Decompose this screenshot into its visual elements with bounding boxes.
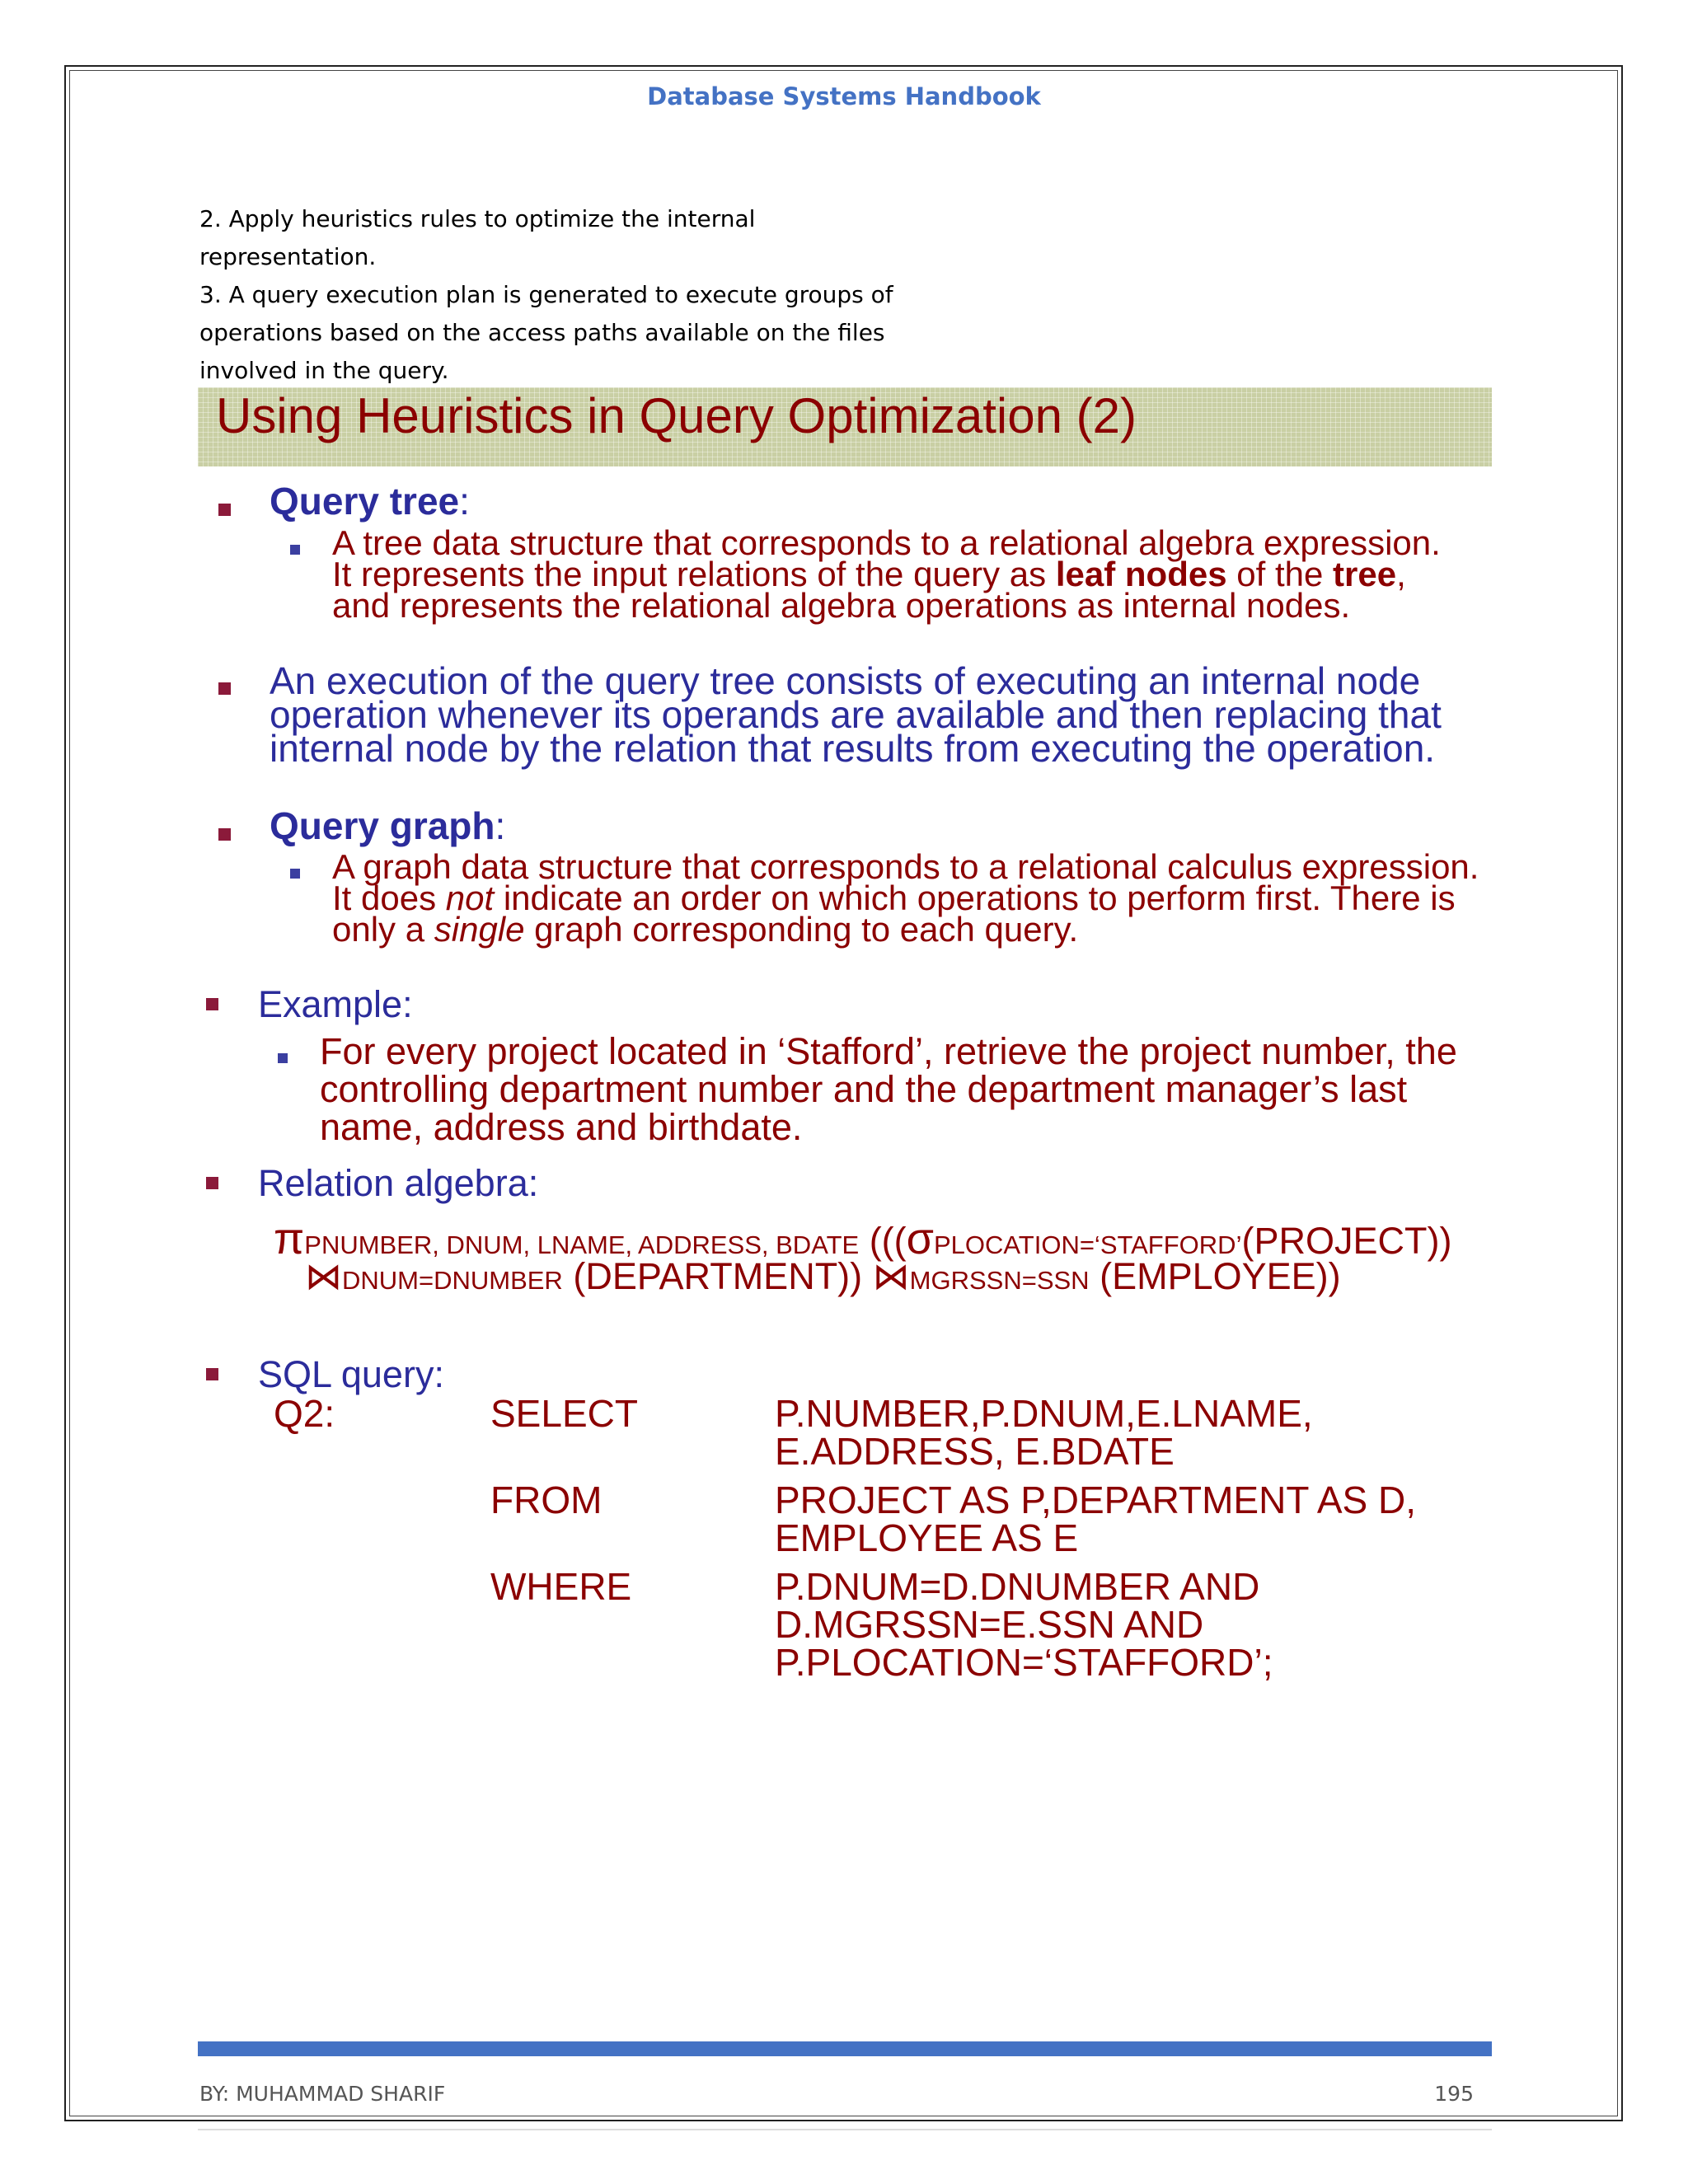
slide-title-bar [198,387,1492,466]
department-relation: (DEPARTMENT)) [562,1255,873,1297]
qt-desc-c: of the [1226,555,1333,593]
sql-select-line-2: E.ADDRESS, E.BDATE [775,1430,1175,1473]
project-relation: (PROJECT)) [1241,1220,1452,1262]
bullet-square-icon [218,504,231,516]
qg-desc-not: not [445,879,495,917]
sub-bullet-square-icon [278,1053,288,1063]
bullet-query-tree [270,480,1465,523]
example-label: Example: [258,983,413,1025]
query-tree-description [332,523,1453,625]
page-number: 195 [1434,2082,1474,2106]
intro-line: involved in the query. [199,357,449,384]
sql-q2: Q2: [274,1392,335,1435]
pi-symbol: π [274,1214,305,1263]
sql-where-line-3: P.PLOCATION=‘STAFFORD’; [775,1641,1273,1684]
intro-line: operations based on the access paths available on the files [199,319,885,346]
bullet-square-icon [218,682,231,695]
qg-desc-a: A graph data structure that corresponds to a relational calculus expression. It does [332,847,1479,917]
join1-condition: DNUM=DNUMBER [342,1266,563,1295]
sql-where-keyword: WHERE [490,1565,632,1608]
query-tree-colon: : [459,480,470,523]
footer-author: BY: MUHAMMAD SHARIF [199,2082,446,2106]
selection-condition: PLOCATION=‘STAFFORD’ [933,1230,1242,1259]
query-graph-colon: : [495,804,506,847]
sql-select-line-1: P.NUMBER,P.DNUM,E.LNAME, [775,1392,1313,1435]
qt-desc-tree: tree [1333,555,1397,593]
query-tree-term: Query tree [270,480,460,523]
algebra-line-2 [305,1254,1341,1298]
relation-algebra-label: Relation algebra: [258,1162,539,1204]
sub-bullet-square-icon [290,869,300,879]
employee-relation: (EMPLOYEE)) [1089,1255,1341,1297]
slide-title: Using Heuristics in Query Optimization (2) [216,388,1137,443]
bullet-square-icon [206,1177,218,1189]
sql-label: SQL query: [258,1353,444,1395]
page-header: Database Systems Handbook [647,82,1041,110]
intro-text [199,200,941,390]
open-parens: ((( [859,1220,907,1262]
bottom-divider [198,2129,1492,2130]
bullet-square-icon [218,828,231,841]
qt-desc-leaf-nodes: leaf nodes [1055,555,1227,593]
bullet-execution: An execution of the query tree consists of executing an internal node operation whenever its operands are available and then replacing that internal node by the relation that results from executing the operation. [270,659,1442,770]
sql-where-line-1: P.DNUM=D.DNUMBER AND [775,1565,1260,1608]
join2-condition: MGRSSN=SSN [909,1266,1090,1295]
query-graph-term: Query graph [270,804,495,847]
sql-select-keyword: SELECT [490,1392,638,1435]
intro-line: 3. A query execution plan is generated to execute groups of [199,281,893,308]
intro-line: 2. Apply heuristics rules to optimize the internal [199,205,756,232]
qt-desc-e: , and represents the relational algebra operations as internal nodes. [332,555,1406,625]
intro-line: representation. [199,243,377,270]
bullet-square-icon [206,1368,218,1380]
bullet-square-icon [206,998,218,1010]
qt-desc-a: A tree data structure that corresponds to a relational algebra expression. It represents the input relations of the query as [332,523,1441,593]
sigma-symbol: σ [906,1214,934,1263]
qg-desc-e: graph corresponding to each query. [524,910,1079,949]
sql-from-keyword: FROM [490,1479,603,1521]
footer-rule [198,2041,1492,2056]
sub-bullet-square-icon [290,545,300,555]
qg-desc-c: indicate an order on which operations to perform first. There is only a [332,879,1456,949]
projection-list: PNUMBER, DNUM, LNAME, ADDRESS, BDATE [304,1230,860,1259]
sql-where-line-2: D.MGRSSN=E.SSN AND [775,1603,1204,1646]
sql-from-line-2: EMPLOYEE AS E [775,1516,1079,1559]
bullet-query-graph [270,804,1465,847]
query-graph-description [332,847,1486,949]
join-symbol: ⋈ [305,1255,342,1297]
example-text: For every project located in ‘Stafford’, retrieve the project number, the controlling department number and the department manager’s last name, address and birthdate. [320,1030,1457,1148]
slide-image [198,387,1492,2019]
join-symbol: ⋈ [872,1255,910,1297]
sql-from-line-1: PROJECT AS P,DEPARTMENT AS D, [775,1479,1416,1521]
qg-desc-single: single [434,910,525,949]
